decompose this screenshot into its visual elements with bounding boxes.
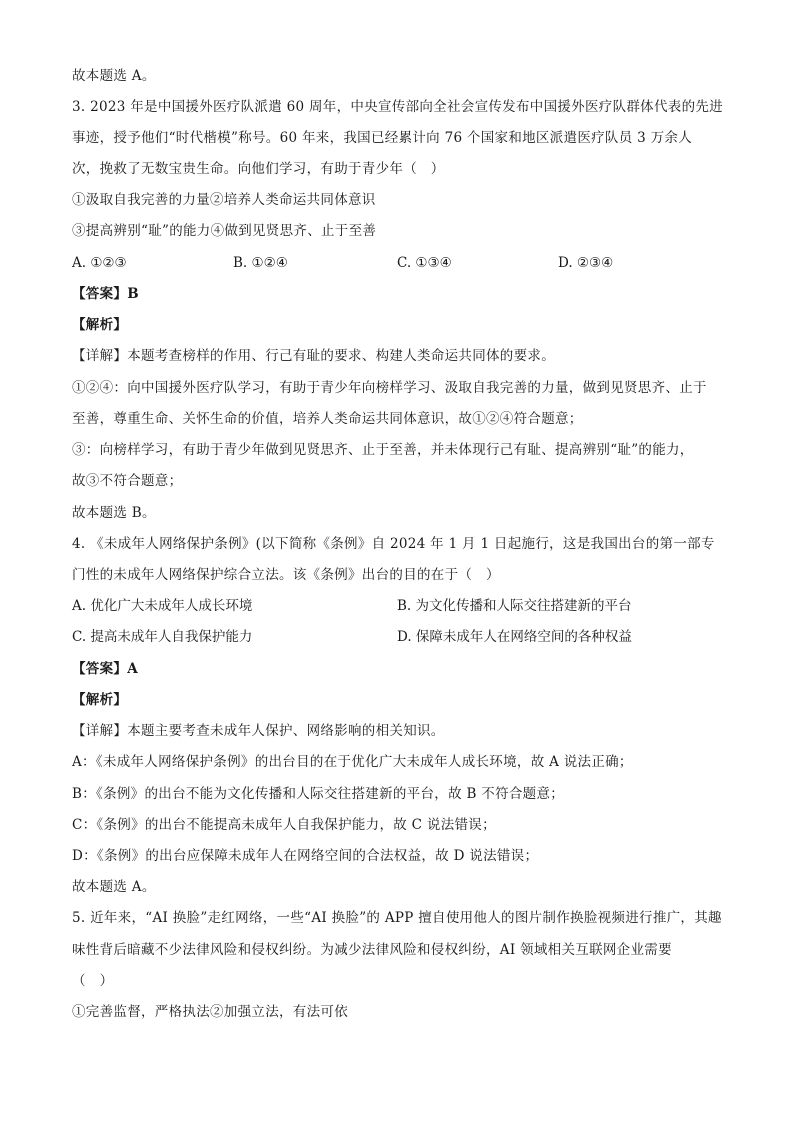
q4-detail-line-1: 【详解】本题主要考查未成年人保护、网络影响的相关知识。 [72, 723, 445, 739]
q4-detail-line-4: C：《条例》的出台不能提高未成年人自我保护能力，故 C 说法错误； [72, 817, 496, 833]
q4-option-a: A. 优化广大未成年人成长环境 [72, 598, 253, 614]
q5-stem-line-2: 味性背后暗藏不少法律风险和侵权纠纷。为减少法律风险和侵权纠纷，AI 领域相关互联网企业需要 [72, 942, 672, 958]
q3-answer: 【答案】B [72, 286, 139, 302]
q4-option-b: B. 为文化传播和人际交往搭建新的平台 [397, 598, 632, 614]
q4-answer: 【答案】A [72, 661, 138, 677]
q5-stem-line-1: 5. 近年来，“AI 换脸”走红网络，一些“AI 换脸”的 APP 擅自使用他人的图片制作换脸视频进行推广，其趣 [72, 910, 722, 926]
q3-stem-line-1: 3. 2023 年是中国援外医疗队派遣 60 周年，中央宣传部向全社会宣传发布中国援外医疗队群体代表的先进 [72, 99, 723, 115]
q4-option-d: D. 保障未成年人在网络空间的各种权益 [397, 629, 632, 645]
q3-option-d: D. ②③④ [558, 255, 614, 271]
q4-analysis-heading: 【解析】 [72, 692, 128, 708]
q4-detail-line-3: B：《条例》的出台不能为文化传播和人际交往搭建新的平台，故 B 不符合题意； [72, 786, 565, 802]
q3-detail-line-1: 【详解】本题考查榜样的作用、行己有耻的要求、构建人类命运共同体的要求。 [72, 348, 555, 364]
q3-option-b: B. ①②④ [233, 255, 288, 271]
q4-detail-line-5: D：《条例》的出台应保障未成年人在网络空间的合法权益，故 D 说法错误； [72, 848, 539, 864]
q3-detail-line-5: 故③不符合题意； [72, 473, 183, 489]
q3-statement-2: ③提高辨别“耻”的能力④做到见贤思齐、止于至善 [72, 223, 377, 239]
q3-analysis-heading: 【解析】 [72, 317, 128, 333]
q3-statement-1: ①汲取自我完善的力量②培养人类命运共同体意识 [72, 192, 376, 208]
q3-stem-line-2: 事迹，授予他们“时代楷模”称号。60 年来，我国已经累计向 76 个国家和地区派遣医疗队员 3 万余人 [72, 130, 693, 146]
q3-option-c: C. ①③④ [397, 255, 452, 271]
q4-detail-line-2: A：《未成年人网络保护条例》的出台目的在于优化广大未成年人成长环境，故 A 说法正确； [72, 754, 633, 770]
q4-stem-line-2: 门性的未成年人网络保护综合立法。该《条例》出台的目的在于（ ） [72, 567, 500, 583]
q4-conclusion: 故本题选 A。 [72, 879, 156, 895]
q2-conclusion: 故本题选 A。 [72, 68, 156, 84]
q3-conclusion: 故本题选 B。 [72, 505, 156, 521]
q3-option-a: A. ①②③ [72, 255, 127, 271]
q3-detail-line-3: 至善，尊重生命、关怀生命的价值，培养人类命运共同体意识，故①②④符合题意； [72, 411, 583, 427]
q5-statement-1: ①完善监督，严格执法②加强立法，有法可依 [72, 1004, 348, 1020]
q5-stem-line-3: （ ） [72, 973, 114, 989]
q4-stem-line-1: 4. 《未成年人网络保护条例》(以下简称《条例》自 2024 年 1 月 1 日起施行，这是我国出台的第一部专 [72, 536, 715, 552]
q3-detail-line-2: ①②④：向中国援外医疗队学习，有助于青少年向榜样学习、汲取自我完善的力量，做到见贤思齐、止于 [72, 380, 707, 396]
q4-option-c: C. 提高未成年人自我保护能力 [72, 629, 253, 645]
q3-detail-line-4: ③：向榜样学习，有助于青少年做到见贤思齐、止于至善，并未体现行己有耻、提高辨别“耻”的能力， [72, 442, 694, 458]
q3-stem-line-3: 次，挽救了无数宝贵生命。向他们学习，有助于青少年（ ） [72, 161, 445, 177]
